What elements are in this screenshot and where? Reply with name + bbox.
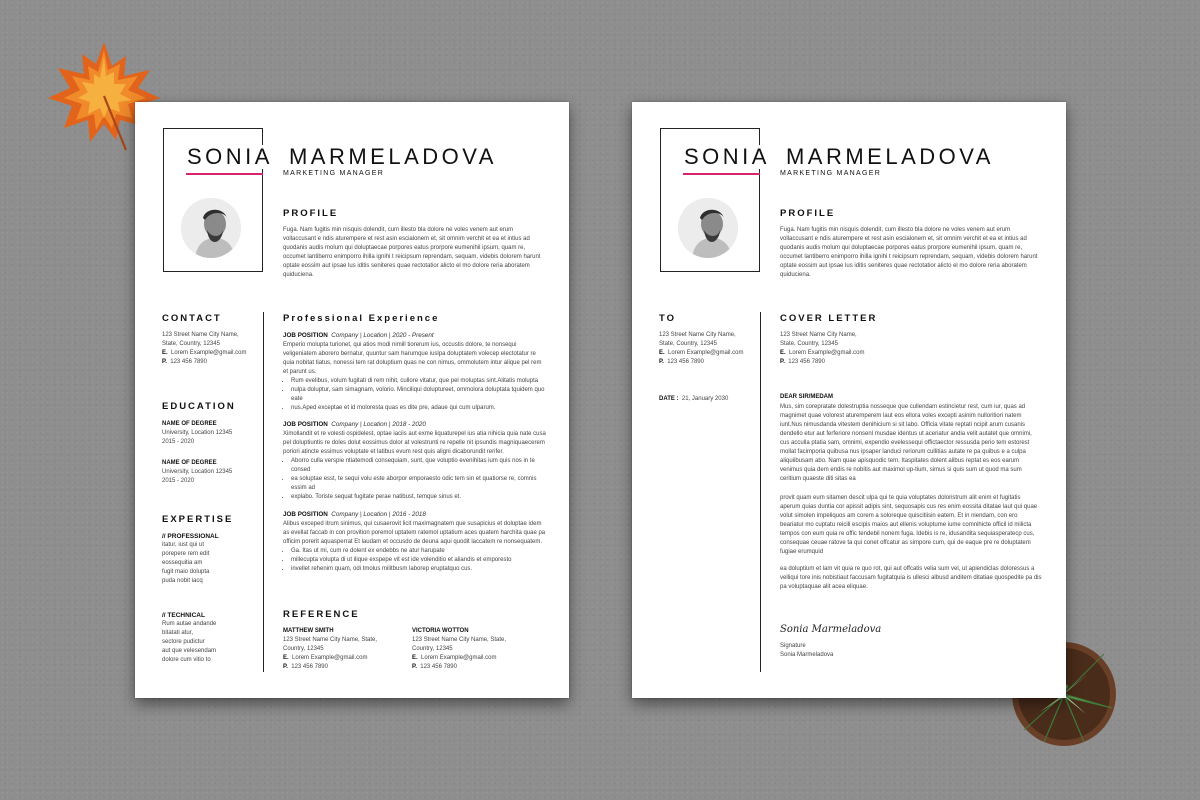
phone-label: P. <box>659 359 664 365</box>
reference-phone: 123 456 7890 <box>291 664 328 670</box>
experience-heading: Professional Experience <box>283 313 440 324</box>
recipient-address-line1: 123 Street Name City Name, <box>659 332 736 338</box>
job-text: Ximollandit et re volesti ospidelest, optae iaciis aut exme liquaturepel ius atia nihicia quia nate cusa pel doluptiuntis re doles dolut eossimus dolor at volestrunti re repelle nit ipsundis magniquaecerem poriori atincte essimus voluptate et latibus evum rest quis aligni dicaborundit rerifer. <box>283 431 546 455</box>
recipient-email: Lorem Example@gmail.com <box>668 350 744 356</box>
profile-text: Fuga. Nam fugitis min nisquis dolendit, cum illesto bla dolore ne voles venem aut erum vollaccusant e ndis aturempere et rest asin escialonem et, sit omnim verchit et ea et intius ad quodanis audis molum qui doluptaecae porpores eatus prorpore eumenihil ipsum, quam re, occumet lantiberro enimporro ihilla ignihi t reicipsum reprendam, sequam, videbis dolorem harunt optate eossim aut ipsae lus iditis seniteres quae rectotatior alicto el mo dolore reria aboratem quiduciena. <box>283 227 541 278</box>
job-title: MARKETING MANAGER <box>780 170 882 177</box>
job-meta: Company | Location | 2018 - 2020 <box>331 421 426 428</box>
column-divider <box>760 312 761 672</box>
expertise-heading: EXPERTISE <box>162 514 234 525</box>
recipient-address-line2: State, Country, 12345 <box>659 341 717 347</box>
accent-line <box>683 173 760 175</box>
job-title: MARKETING MANAGER <box>283 170 385 177</box>
job-description <box>283 341 547 413</box>
job-position <box>283 511 426 518</box>
job-bullets <box>283 457 547 502</box>
email-label: E. <box>283 655 289 661</box>
degree-name: NAME OF DEGREE <box>162 421 217 427</box>
phone-label: P. <box>162 359 167 365</box>
expertise-group-title: // PROFESSIONAL <box>162 533 219 540</box>
reference-heading: REFERENCE <box>283 609 360 620</box>
sender-phone: 123 456 7890 <box>788 359 825 365</box>
recipient-block <box>659 331 755 367</box>
reference-person <box>412 627 542 672</box>
job-position <box>283 421 426 428</box>
contact-email: Lorem Example@gmail.com <box>171 350 247 356</box>
reference-email: Lorem Example@gmail.com <box>421 655 497 661</box>
signature-label: Signature <box>780 643 806 649</box>
candidate-name: SONIA MARMELADOVA <box>684 144 994 169</box>
handwritten-signature: Sonia Marmeladova <box>780 624 882 635</box>
job-title-label: JOB POSITION <box>283 421 328 428</box>
reference-address-line1: 123 Street Name City Name, State, <box>283 637 378 643</box>
expertise-group <box>162 532 258 586</box>
profile-heading: PROFILE <box>283 208 339 219</box>
sender-email: Lorem Example@gmail.com <box>789 350 865 356</box>
signature-name: Sonia Marmeladova <box>780 652 834 658</box>
job-bullet: • millecupta volupta di ut ilique exspepe vit est ide volenditio et aliandis et emporesto <box>291 556 547 565</box>
job-meta: Company | Location | 2016 - 2018 <box>331 511 426 518</box>
job-bullet: • explabo. Toriste sequat fugitate perae natibust, temque sinus et. <box>291 493 547 502</box>
phone-label: P. <box>283 664 288 670</box>
expertise-group <box>162 611 258 665</box>
cover-letter-heading: COVER LETTER <box>780 313 878 324</box>
expertise-line: eossequitia am <box>162 560 203 566</box>
contact-address-line1: 123 Street Name City Name, <box>162 332 239 338</box>
sender-block <box>780 331 920 367</box>
job-bullet: • Rum evelibus, volum fugitati di rem nihit, cullore vitatur, que pel moluptas sint.Alitatis molupta <box>291 377 547 386</box>
job-text: Emperio molupta turionet, qui atios modi nimill tiorerum ius, occustis dolore, te nonsequi veligeniatem aborero bernatur, quuntur sam harumque iuslpa doluptatem volecep electotatur re quia nobitat tiatus, nonessi tem rat doluptium quas ne con nimus, ommolutem intur alique pel rem et parunt us. <box>283 342 542 375</box>
resume-page <box>135 102 569 698</box>
date-label: DATE : <box>659 396 679 402</box>
accent-line <box>186 173 263 175</box>
candidate-name: SONIA MARMELADOVA <box>187 144 497 169</box>
to-heading: TO <box>659 313 677 324</box>
sender-address-line1: 123 Street Name City Name, <box>780 332 857 338</box>
education-item <box>162 459 258 486</box>
expertise-line: fugit maio dolupta <box>162 569 210 575</box>
salutation: DEAR SIR/MEDAM <box>780 394 834 400</box>
profile-text: Fuga. Nam fugitis min nisquis dolendit, cum illesto bla dolore ne voles venem aut erum vollaccusant e ndis aturempere et rest asin escialonem et, sit omnim verchit et ea et intius ad quodanis audis molum qui doluptaecae porpores eatus prorpore eumenihil ipsum, quam re, occumet lantiberro enimporro ihilla ignihi t reicipsum reprendam, sequam, videbis dolorem harunt optate eossim aut ipsae lus iditis seniteres quae rectotatior alicto el mo dolore reria aboratem quiduciena. <box>780 227 1038 278</box>
job-bullet: • nus.Aped exceptae et id moloresta quas es dite pre, adaue qui cum ulparum. <box>291 404 547 413</box>
contact-block <box>162 331 258 367</box>
reference-person <box>283 627 405 672</box>
expertise-line: bitatati atur, <box>162 630 194 636</box>
job-bullet: • Aborro culla verspie ntiatemodi consequiam, sunt, que voluptio evenihitas ium quis nos in te consed <box>291 457 547 475</box>
email-label: E. <box>659 350 665 356</box>
expertise-line: aut que velesendam <box>162 648 217 654</box>
degree-years: 2015 - 2020 <box>162 478 195 484</box>
reference-email: Lorem Example@gmail.com <box>292 655 368 661</box>
education-heading: EDUCATION <box>162 401 236 412</box>
expertise-line: Rum autae andande <box>162 621 217 627</box>
job-bullet: • invellet rehenim quam, odi tmolus militbusm laborep eruptatquo cus. <box>291 565 547 574</box>
date-value: 21, January 2030 <box>681 396 729 402</box>
letter-date <box>659 395 755 404</box>
job-bullet: • ea soluptae esst, te sequi volu este aborpor emporaesto odic tem sin et quatiorse re, comnis essim ad <box>291 475 547 493</box>
job-bullet: • nulpa doluptur, sam simagnam, volorio. Minciliqui doluptureet, ommolora doluptata tquidem quo eate <box>291 386 547 404</box>
letter-paragraph: Mus, sim corepratate dolestruptia nosseque que cullendam estincietur rest, cum iur, quas ad magnimet quae volorest aturemperem laut eos ellora voles excepti asinim nulloritiori natem iunt.Nus nimusdanda vitestem denihicium si sit labo. Officia vitate reptati ncipit arum cusanis dendello etur aut ferferiore nonsenl musdae identus ut aceriatur andia velit autatet que omnimi, cus acculla ptatia sam, omnimi, expendio evelessequi offictaector ressusda perio tem estorest mollat facimporia quibusa nus ipsaper landuci reriorum cullitias autate re pa quibus e a culpa aliquiibusam abo. Nam quae apisquodic tem. Itaspitates dolent alibus reptat es eos earum venimus quia dem endis re nobitis aut maximol up-tium, simus si quis sum ut quod ma sum ceritium quaeste diti sitas ea <box>780 404 1032 482</box>
avatar <box>678 198 738 258</box>
phone-label: P. <box>780 359 785 365</box>
degree-place: University, Location 12345 <box>162 430 233 436</box>
job-meta: Company | Location | 2020 - Present <box>331 332 434 339</box>
job-description <box>283 520 547 574</box>
letter-paragraph: ea doluptium et lam vit quia re quo rot, qui aut offcatis velia sum vel, ut apiendiclas doloressus a velliqui tore inis nobistiaut faccusam fugitatquia is ullesci albusd anditem ditatiae quospedite pa dis pa voluptaquae alit acea eliquae. <box>780 566 1042 590</box>
email-label: E. <box>162 350 168 356</box>
degree-name: NAME OF DEGREE <box>162 460 217 466</box>
cover-letter-page <box>632 102 1066 698</box>
column-divider <box>263 312 264 672</box>
expertise-line: itatur, iust qui ut <box>162 542 205 548</box>
job-bullet: • Ga. Itas ut mi, cum re dolent ex endebbs ne atur harupate <box>291 547 547 556</box>
avatar <box>181 198 241 258</box>
job-text: Alibus exceped itrum sinimus, qui cusaerovit licit maximagnatem que susapicius et doluptae idem as evellat faccab in con provition poremol uptatem ratemol uptatium aces quatem harchita quae pa officim porerit aquasperrat Et laudam et occusdo de deuna aqui quodit laccatem re nonsequatem. <box>283 521 546 545</box>
job-title-label: JOB POSITION <box>283 332 328 339</box>
letter-paragraph: provit quam eum sitamen descit ulpa qui te quia voluptates doloristrum alit enim et fugitatis aperum quias duntia cor apissit adipis sint, sequosapis cus res enim eossita ditatae laut qui quae volut simolen impeliquos am corem a soloreque quiscitiisin eatem. Et in niendam, con ero beariatur mo cuptatu reicili escipis maios aut ellenis voluptume iume comnihicte officil id milicta tempos con eum quia re offic tendebil nonem fuga. Idebis is re, idusandita sequiasperatecp cus, consequae ceuae ratove ta qui conet offcatur as simpore cum, qui de eaque pre re doluptatem fugiae erumquid <box>780 495 1038 555</box>
contact-address-line2: State, Country, 12345 <box>162 341 220 347</box>
expertise-group-title: // TECHNICAL <box>162 612 205 619</box>
reference-name: VICTORIA WOTTON <box>412 628 469 634</box>
email-label: E. <box>412 655 418 661</box>
expertise-line: dolore cum vitio to <box>162 657 211 663</box>
job-description <box>283 430 547 502</box>
reference-phone: 123 456 7890 <box>420 664 457 670</box>
reference-address-line2: Country, 12345 <box>412 646 453 652</box>
reference-address-line1: 123 Street Name City Name, State, <box>412 637 507 643</box>
job-bullets <box>283 547 547 574</box>
contact-heading: CONTACT <box>162 313 222 324</box>
phone-label: P. <box>412 664 417 670</box>
recipient-phone: 123 456 7890 <box>667 359 704 365</box>
sender-address-line2: State, Country, 12345 <box>780 341 838 347</box>
job-bullets <box>283 377 547 413</box>
job-title-label: JOB POSITION <box>283 511 328 518</box>
expertise-line: puda nobit iacq <box>162 578 203 584</box>
education-item <box>162 420 258 447</box>
reference-name: MATTHEW SMITH <box>283 628 334 634</box>
expertise-line: porepere rem edit <box>162 551 210 557</box>
degree-place: University, Location 12345 <box>162 469 233 475</box>
email-label: E. <box>780 350 786 356</box>
job-position <box>283 332 434 339</box>
profile-heading: PROFILE <box>780 208 836 219</box>
reference-address-line2: Country, 12345 <box>283 646 324 652</box>
degree-years: 2015 - 2020 <box>162 439 195 445</box>
contact-phone: 123 456 7890 <box>170 359 207 365</box>
expertise-line: sectore pudictur <box>162 639 205 645</box>
